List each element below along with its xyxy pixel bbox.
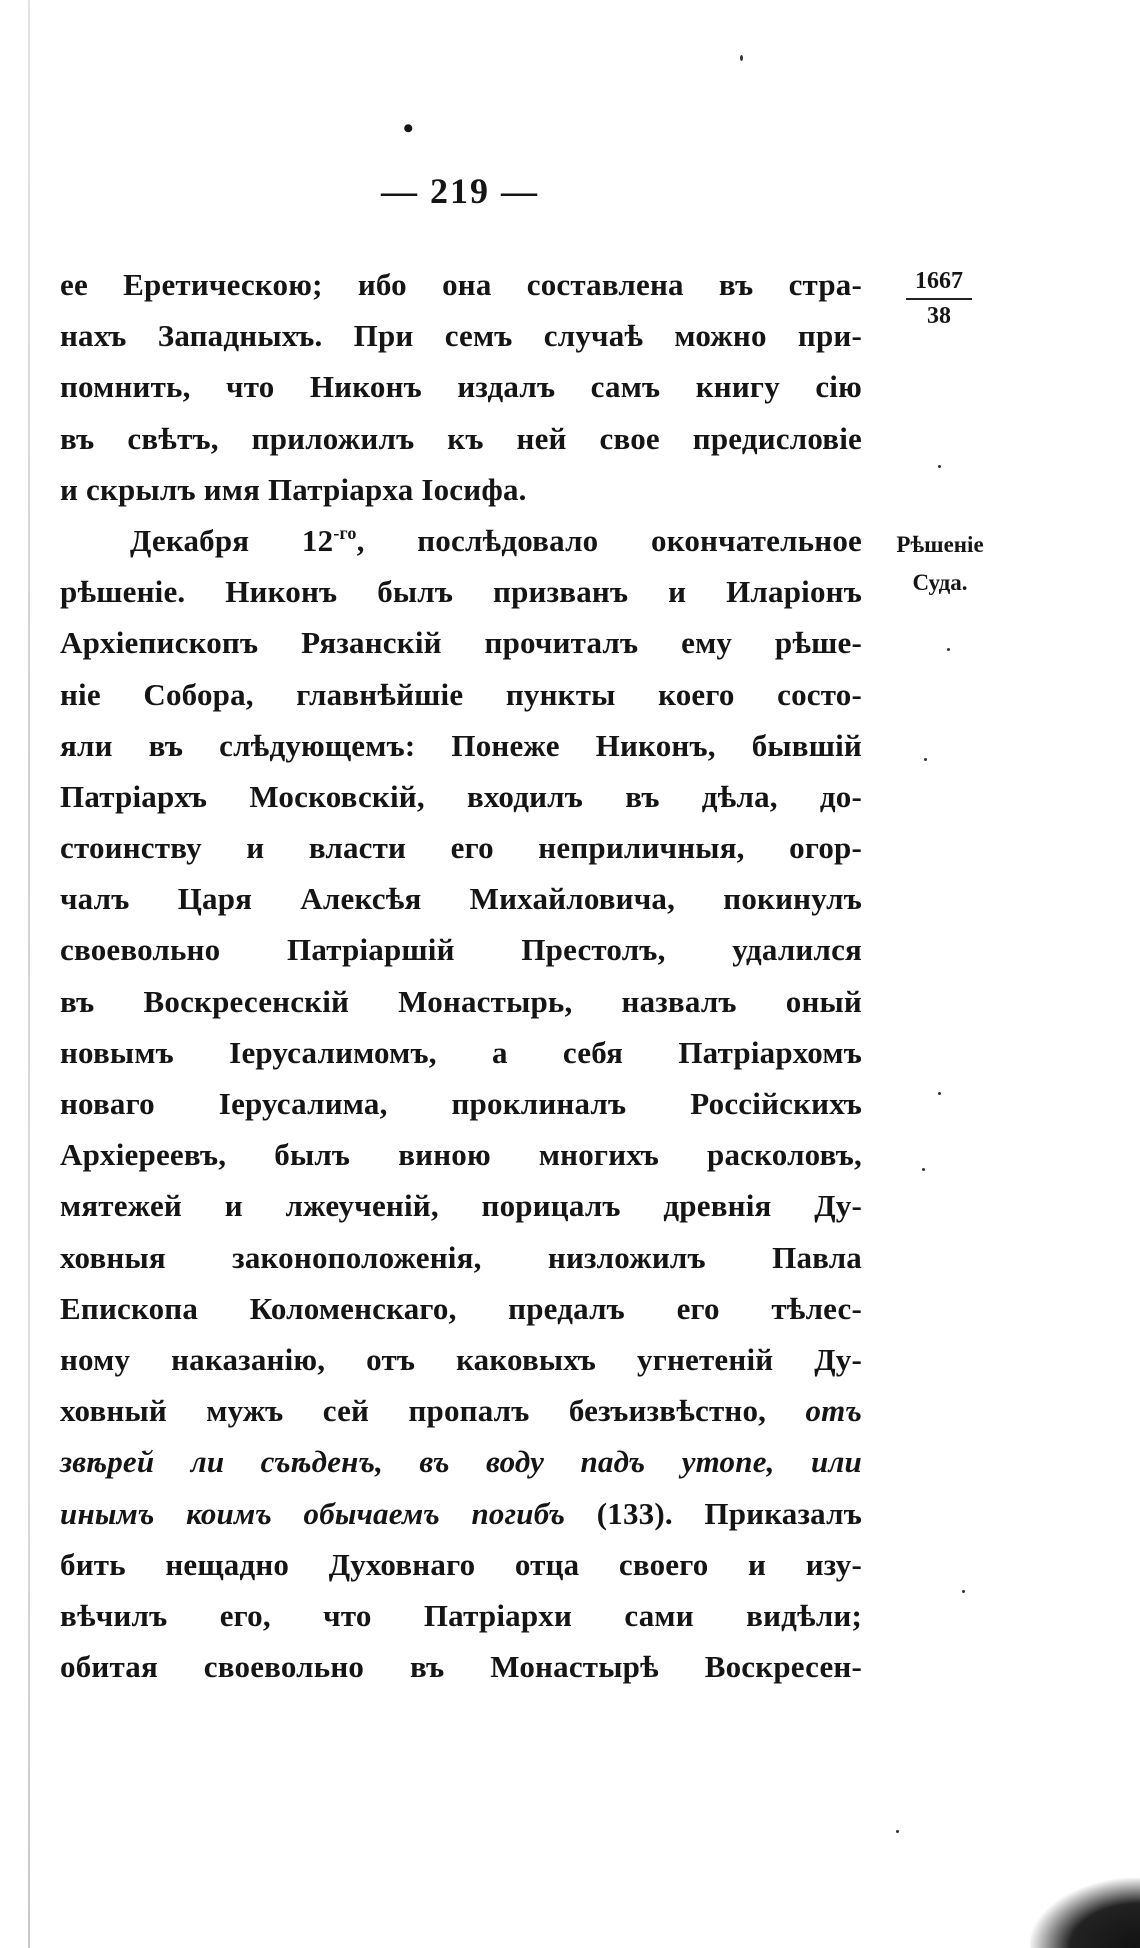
text-line-italic: звѣрей ли съѣденъ, въ воду падъ утопе, или: [60, 1444, 862, 1480]
text-line: ховныя законоположенія, низложилъ Павла: [60, 1239, 862, 1275]
date-text: Декабря 12: [130, 522, 334, 558]
text-line: помнить, что Никонъ издалъ самъ книгу сію: [60, 369, 862, 405]
text-line: мятежей и лжеученій, порицалъ древнія Ду-: [60, 1188, 862, 1224]
text-line: [60, 515, 862, 566]
text-line: [60, 1488, 862, 1539]
text-line: и скрылъ имя Патріарха Іосифа.: [60, 471, 527, 507]
text-line: Патріархъ Московскій, входилъ въ дѣла, до-: [60, 778, 862, 814]
text-line: новымъ Іерусалимомъ, а себя Патріархомъ: [60, 1034, 862, 1070]
date-suffix: -го: [333, 522, 357, 543]
text-line: въ Воскресенскій Монастырь, назвалъ оный: [60, 983, 862, 1019]
scan-smudge: [1030, 1878, 1140, 1948]
line-continuation: (133). Приказалъ: [596, 1495, 862, 1531]
text-line: стоинству и власти его неприличныя, огор-: [60, 830, 862, 866]
text-line: ному наказанію, отъ каковыхъ угнетеній Ду-: [60, 1341, 862, 1377]
text-line: своевольно Патріаршій Престолъ, удалился: [60, 932, 862, 968]
text-line: [60, 1385, 862, 1436]
text-line: вѣчилъ его, что Патріархи сами видѣли;: [60, 1597, 862, 1633]
margin-year-top: 1667: [906, 268, 972, 300]
page-number: — 219 —: [381, 171, 539, 211]
margin-resolution-line: Рѣшеніе: [896, 532, 984, 557]
page-ornament: •: [403, 112, 414, 145]
line-continuation: , послѣдовало окончательное: [356, 522, 862, 558]
scan-speck: [938, 465, 941, 468]
text-line: въ свѣтъ, приложилъ къ ней свое предисловіе: [60, 420, 862, 456]
text-line: Архіепископъ Рязанскій прочиталъ ему рѣше-: [60, 625, 862, 661]
text-line: рѣшеніе. Никонъ былъ призванъ и Иларіонъ: [60, 574, 862, 610]
scan-speck: [896, 1830, 899, 1833]
body-text: [60, 259, 862, 1692]
margin-year: [906, 268, 972, 330]
text-line: яли въ слѣдующемъ: Понеже Никонъ, бывшій: [60, 727, 862, 763]
page-edge: [28, 0, 30, 1948]
italic-text: отъ: [805, 1393, 862, 1429]
text-line: новаго Іерусалима, проклиналъ Россійскихъ: [60, 1086, 862, 1121]
margin-resolution-note: [880, 526, 1000, 602]
text-line: Епископа Коломенскаго, предалъ его тѣлес-: [60, 1290, 862, 1326]
scan-speck: [740, 55, 743, 61]
scan-speck: [924, 758, 927, 761]
text-line: ніе Собора, главнѣйшіе пункты коего состо-: [60, 676, 862, 712]
scan-speck: [962, 1590, 965, 1593]
scan-speck: [922, 1168, 925, 1171]
scan-speck: [938, 1092, 941, 1095]
text-line: чалъ Царя Алексѣя Михайловича, покинулъ: [60, 881, 862, 917]
italic-text: инымъ коимъ обычаемъ погибъ: [60, 1495, 566, 1531]
text-line: Архіереевъ, былъ виною многихъ расколовъ,: [60, 1137, 862, 1173]
margin-year-bottom: 38: [927, 303, 951, 329]
margin-resolution-line: Суда.: [912, 570, 968, 595]
text-line: обитая своевольно въ Монастырѣ Воскресен-: [60, 1649, 862, 1685]
text-line: нахъ Западныхъ. При семъ случаѣ можно при-: [60, 318, 862, 354]
text-line: бить нещадно Духовнаго отца своего и изу-: [60, 1546, 862, 1582]
line-text: ховный мужъ сей пропалъ безъизвѣстно,: [60, 1393, 767, 1429]
scan-speck: [947, 648, 950, 651]
text-line: ее Еретическою; ибо она составлена въ стра-: [60, 267, 862, 302]
